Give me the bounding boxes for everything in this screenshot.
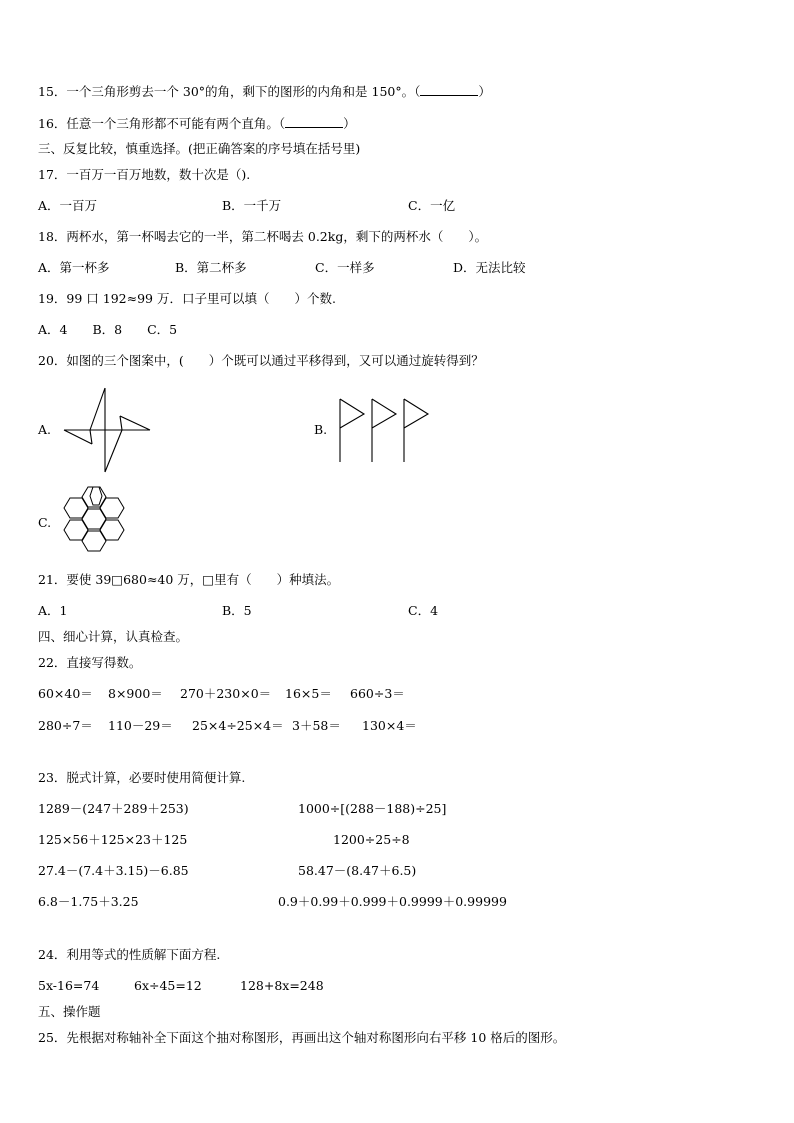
question-21: 21．要使 39□680≈40 万，□里有（ ）种填法。 bbox=[38, 572, 340, 587]
question-16 bbox=[38, 115, 356, 132]
q18-option-a[interactable]: A．第一杯多 bbox=[38, 260, 110, 275]
q20-option-a[interactable]: A. bbox=[38, 422, 52, 437]
expression-item: 58.47－(8.47＋6.5) bbox=[298, 863, 417, 878]
section-5-heading: 五、操作题 bbox=[38, 1004, 101, 1019]
expression-item: 1289－(247＋289＋253) bbox=[38, 801, 189, 816]
question-20: 20．如图的三个图案中，( ）个既可以通过平移得到，又可以通过旋转得到？ bbox=[38, 353, 484, 368]
question-15 bbox=[38, 83, 491, 100]
equation-item: 5x-16=74 bbox=[38, 978, 100, 993]
q17-option-c[interactable]: C．一亿 bbox=[408, 198, 456, 213]
q18-option-d[interactable]: D．无法比较 bbox=[453, 260, 526, 275]
expression-item: 1000÷[(288－188)÷25] bbox=[298, 801, 447, 816]
q15-text: 15．一个三角形剪去一个 30°的角，剩下的图形的内角和是 150°。（ bbox=[38, 84, 421, 99]
question-19: 19．99 口 192≈99 万．口子里可以填（ ）个数. bbox=[38, 291, 336, 306]
q21-option-a[interactable]: A．1 bbox=[38, 603, 68, 618]
q20-option-c[interactable]: C. bbox=[38, 515, 52, 530]
calc-item: 8×900＝ bbox=[108, 686, 163, 701]
answer-blank[interactable] bbox=[420, 83, 478, 96]
flags-figure bbox=[334, 396, 434, 464]
calc-item: 280÷7＝ bbox=[38, 718, 93, 733]
equation-item: 6x÷45=12 bbox=[134, 978, 202, 993]
q21-option-b[interactable]: B．5 bbox=[222, 603, 252, 618]
hexagon-figure bbox=[60, 484, 142, 564]
calc-item: 110－29＝ bbox=[108, 718, 173, 733]
q16-close: ） bbox=[343, 116, 356, 131]
calc-item: 60×40＝ bbox=[38, 686, 93, 701]
q18-option-b[interactable]: B．第二杯多 bbox=[175, 260, 247, 275]
calc-item: 3＋58＝ bbox=[292, 718, 341, 733]
expression-item: 27.4－(7.4＋3.15)－6.85 bbox=[38, 863, 189, 878]
answer-blank[interactable] bbox=[285, 115, 343, 128]
expression-item: 6.8－1.75＋3.25 bbox=[38, 894, 139, 909]
expression-item: 125×56＋125×23＋125 bbox=[38, 832, 188, 847]
section-4-heading: 四、细心计算，认真检查。 bbox=[38, 629, 189, 644]
q15-close: ） bbox=[478, 84, 491, 99]
equation-item: 128+8x=248 bbox=[240, 978, 324, 993]
question-18: 18．两杯水，第一杯喝去它的一半，第二杯喝去 0.2kg，剩下的两杯水（ ）。 bbox=[38, 229, 488, 244]
q21-option-c[interactable]: C．4 bbox=[408, 603, 439, 618]
question-25: 25．先根据对称轴补全下面这个抽对称图形，再画出这个轴对称图形向右平移 10 格后的图形。 bbox=[38, 1030, 566, 1045]
question-23: 23．脱式计算，必要时使用简便计算. bbox=[38, 770, 246, 785]
question-17: 17．一百万一百万地数，数十次是（). bbox=[38, 167, 251, 182]
q18-option-c[interactable]: C．一样多 bbox=[315, 260, 375, 275]
q20-option-b[interactable]: B. bbox=[314, 422, 328, 437]
calc-item: 660÷3＝ bbox=[350, 686, 405, 701]
section-3-heading: 三、反复比较，慎重选择。(把正确答案的序号填在括号里) bbox=[38, 141, 361, 156]
pinwheel-figure bbox=[60, 384, 155, 476]
question-24: 24．利用等式的性质解下面方程. bbox=[38, 947, 221, 962]
calc-item: 16×5＝ bbox=[285, 686, 332, 701]
q16-text: 16．任意一个三角形都不可能有两个直角。（ bbox=[38, 116, 286, 131]
calc-item: 25×4÷25×4＝ bbox=[192, 718, 284, 733]
q17-option-a[interactable]: A．一百万 bbox=[38, 198, 98, 213]
q19-options[interactable]: A．4 B．8 C．5 bbox=[38, 322, 178, 337]
q17-option-b[interactable]: B．一千万 bbox=[222, 198, 282, 213]
expression-item: 0.9＋0.99＋0.999＋0.9999＋0.99999 bbox=[278, 894, 507, 909]
question-22: 22．直接写得数。 bbox=[38, 655, 142, 670]
expression-item: 1200÷25÷8 bbox=[333, 832, 410, 847]
calc-item: 270＋230×0＝ bbox=[180, 686, 272, 701]
calc-item: 130×4＝ bbox=[362, 718, 417, 733]
